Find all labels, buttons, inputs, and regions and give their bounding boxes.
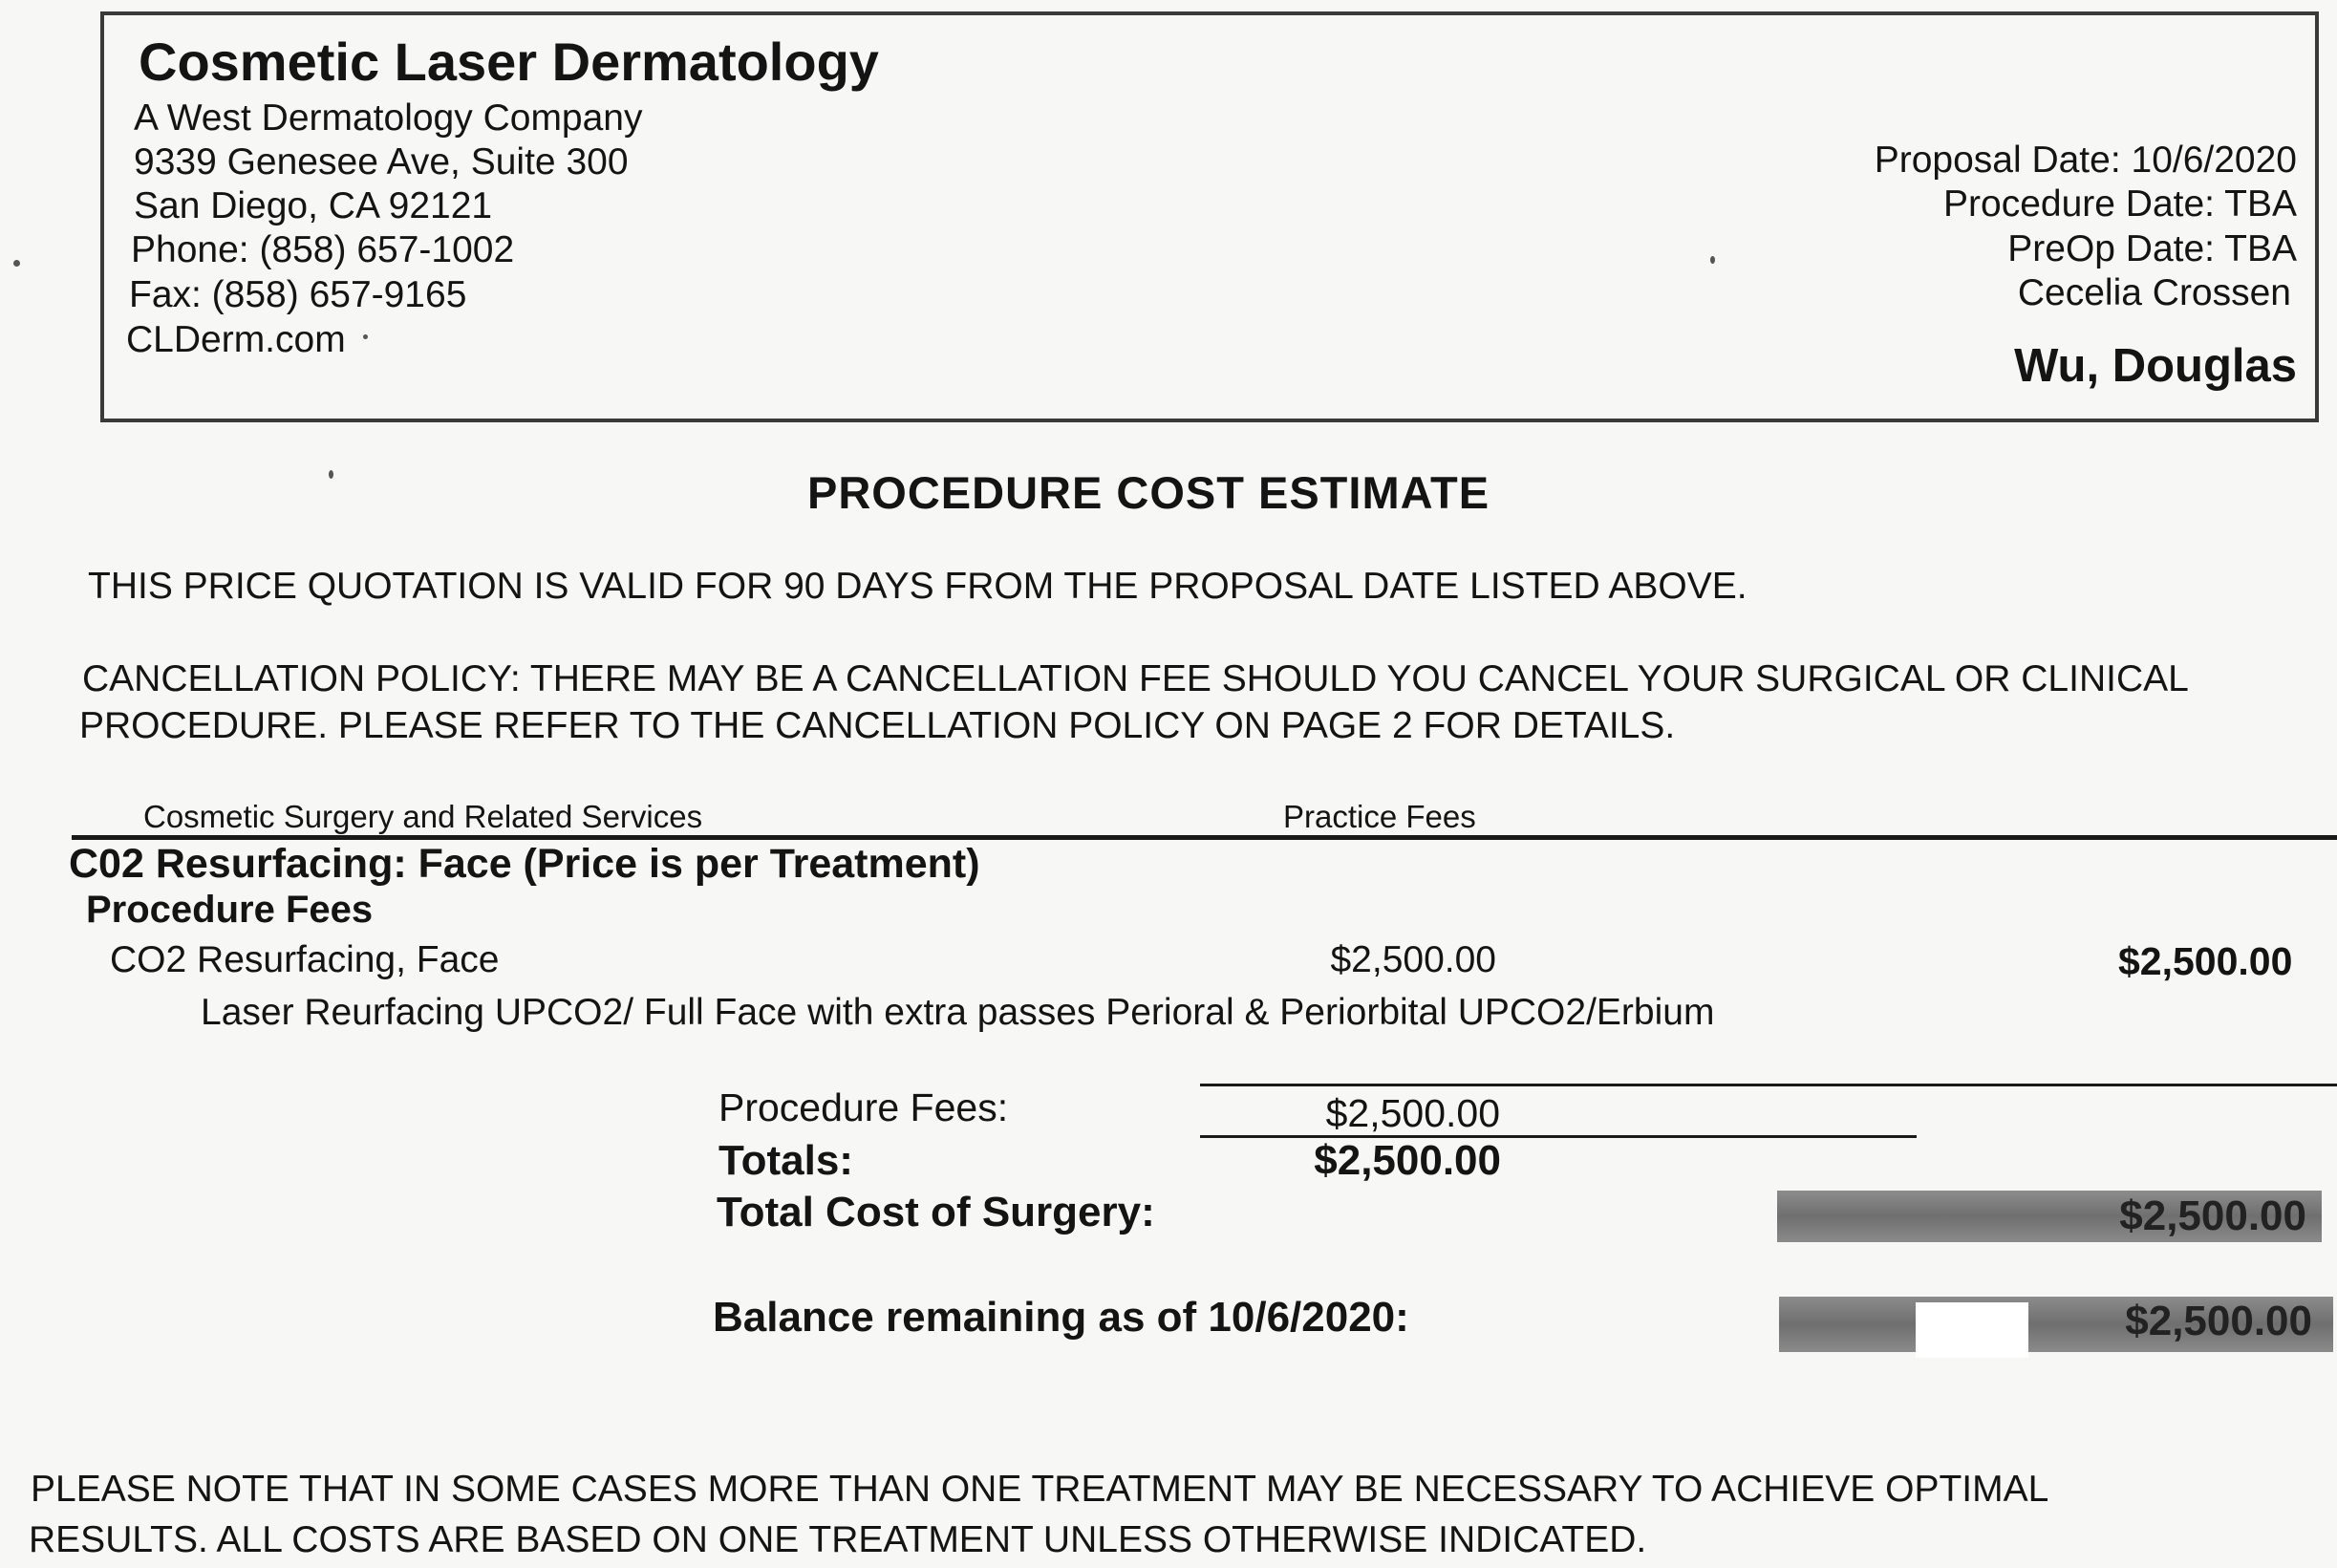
procedure-date: Procedure Date: TBA xyxy=(1943,183,2297,225)
totals-value: $2,500.00 xyxy=(1314,1137,1501,1184)
preop-date: PreOp Date: TBA xyxy=(2007,228,2297,269)
scan-speck xyxy=(363,334,368,339)
coordinator-name: Cecelia Crossen xyxy=(2017,272,2291,313)
table-header-rule xyxy=(72,835,2337,840)
document-title: PROCEDURE COST ESTIMATE xyxy=(807,467,1490,518)
patient-name: Wu, Douglas xyxy=(2014,340,2297,392)
total-cost-value: $2,500.00 xyxy=(2119,1192,2306,1239)
proposal-date: Proposal Date: 10/6/2020 xyxy=(1874,140,2297,181)
footnote-line-1: PLEASE NOTE THAT IN SOME CASES MORE THAN ONE TREATMENT MAY BE NECESSARY TO ACHIEVE OPTIMAL xyxy=(31,1469,2049,1510)
balance-shading-gap xyxy=(1916,1302,2028,1358)
practice-subtitle: A West Dermatology Company xyxy=(134,97,643,139)
balance-label: Balance remaining as of 10/6/2020: xyxy=(713,1294,1409,1341)
scan-speck xyxy=(329,470,333,479)
practice-city: San Diego, CA 92121 xyxy=(134,185,493,226)
practice-website: CLDerm.com xyxy=(126,319,346,360)
footnote-line-2: RESULTS. ALL COSTS ARE BASED ON ONE TREATMENT UNLESS OTHERWISE INDICATED. xyxy=(29,1519,1647,1560)
column-header-services: Cosmetic Surgery and Related Services xyxy=(143,799,703,834)
practice-phone: Phone: (858) 657-1002 xyxy=(131,229,515,270)
totals-label: Totals: xyxy=(718,1137,853,1184)
scan-speck xyxy=(1710,256,1715,264)
balance-value: $2,500.00 xyxy=(2125,1298,2312,1344)
item-fee: $2,500.00 xyxy=(1330,939,1496,980)
total-cost-label: Total Cost of Surgery: xyxy=(717,1189,1155,1235)
summary-rule-top xyxy=(1200,1084,2337,1086)
item-line-total: $2,500.00 xyxy=(2118,939,2293,983)
fees-subheading: Procedure Fees xyxy=(86,889,374,931)
practice-street: 9339 Genesee Ave, Suite 300 xyxy=(134,141,629,183)
validity-notice: THIS PRICE QUOTATION IS VALID FOR 90 DAYS FROM THE PROPOSAL DATE LISTED ABOVE. xyxy=(88,566,1747,607)
scan-speck xyxy=(13,260,20,267)
section-heading: C02 Resurfacing: Face (Price is per Treatment) xyxy=(69,841,980,887)
practice-name: Cosmetic Laser Dermatology xyxy=(139,32,879,92)
procedure-fees-value: $2,500.00 xyxy=(1325,1091,1500,1135)
summary-rule-mid xyxy=(1200,1135,1917,1138)
cancellation-line-1: CANCELLATION POLICY: THERE MAY BE A CANCELLATION FEE SHOULD YOU CANCEL YOUR SURGICAL OR CLINICAL xyxy=(82,658,2189,699)
item-description: Laser Reurfacing UPCO2/ Full Face with extra passes Perioral & Periorbital UPCO2/Erbium xyxy=(201,992,1715,1033)
item-name: CO2 Resurfacing, Face xyxy=(110,939,500,980)
practice-fax: Fax: (858) 657-9165 xyxy=(129,274,467,315)
column-header-fees: Practice Fees xyxy=(1283,799,1476,834)
cancellation-line-2: PROCEDURE. PLEASE REFER TO THE CANCELLATION POLICY ON PAGE 2 FOR DETAILS. xyxy=(79,705,1676,746)
procedure-fees-label: Procedure Fees: xyxy=(718,1085,1009,1129)
